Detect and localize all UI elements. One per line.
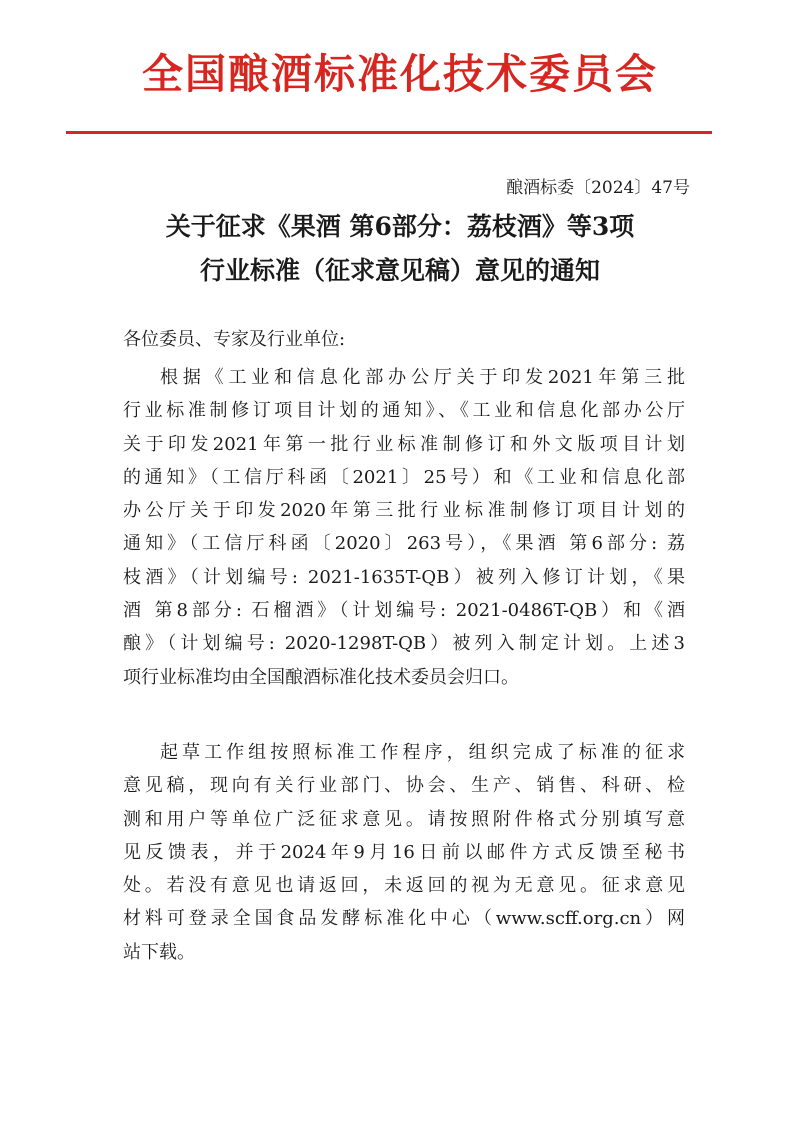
paragraph-line: 办公厅关于印发2020年第三批行业标准制修订项目计划的 [123, 500, 685, 522]
body-paragraph-2 [123, 736, 685, 969]
title-line: 行业标准（征求意见稿）意见的通知 [199, 256, 600, 285]
header-divider-rule [66, 131, 712, 134]
paragraph-line: 酒 第8部分: 石榴酒》（计划编号: 2021-0486T-QB）和《酒 [123, 600, 685, 622]
paragraph-line: 酿》（计划编号: 2020-1298T-QB）被列入制定计划。上述3 [123, 633, 685, 655]
paragraph-line: 站下载。 [123, 941, 195, 963]
body-paragraph-1 [123, 361, 685, 694]
paragraph-line: 通知》（工信厅科函〔2020〕263号），《果酒 第6部分: 荔 [123, 533, 685, 555]
paragraph-line: 见反馈表，并于2024年9月16日前以邮件方式反馈至秘书 [123, 841, 685, 863]
paragraph-line: 行业标准制修订项目计划的通知》、《工业和信息化部办公厅 [123, 400, 685, 422]
paragraph-line: 项行业标准均由全国酿酒标准化技术委员会归口。 [123, 666, 519, 688]
paragraph-line: 起草工作组按照标准工作程序，组织完成了标准的征求 [160, 742, 685, 763]
organization-header: 全国酿酒标准化技术委员会 [142, 50, 658, 98]
salutation: 各位委员、专家及行业单位: [123, 329, 346, 350]
paragraph-line: 测和用户等单位广泛征求意见。请按照附件格式分别填写意 [123, 808, 685, 830]
title-line: 关于征求《果酒 第6部分：荔枝酒》等3项 [165, 212, 635, 241]
paragraph-line: 的通知》（工信厅科函〔2021〕25号）和《工业和信息化部 [123, 466, 685, 488]
paragraph-line: 处。若没有意见也请返回，未返回的视为无意见。征求意见 [123, 875, 685, 897]
paragraph-line: 意见稿，现向有关行业部门、协会、生产、销售、科研、检 [123, 775, 685, 797]
paragraph-line: 根据《工业和信息化部办公厅关于印发2021年第三批 [160, 367, 685, 388]
paragraph-line: 材料可登录全国食品发酵标准化中心（www.scff.org.cn）网 [123, 908, 685, 930]
document-number: 酿酒标委〔2024〕47号 [506, 178, 690, 198]
document-title [60, 205, 740, 293]
paragraph-line: 关于印发2021年第一批行业标准制修订和外文版项目计划 [123, 433, 685, 455]
paragraph-line: 枝酒》（计划编号: 2021-1635T-QB）被列入修订计划，《果 [123, 566, 685, 588]
